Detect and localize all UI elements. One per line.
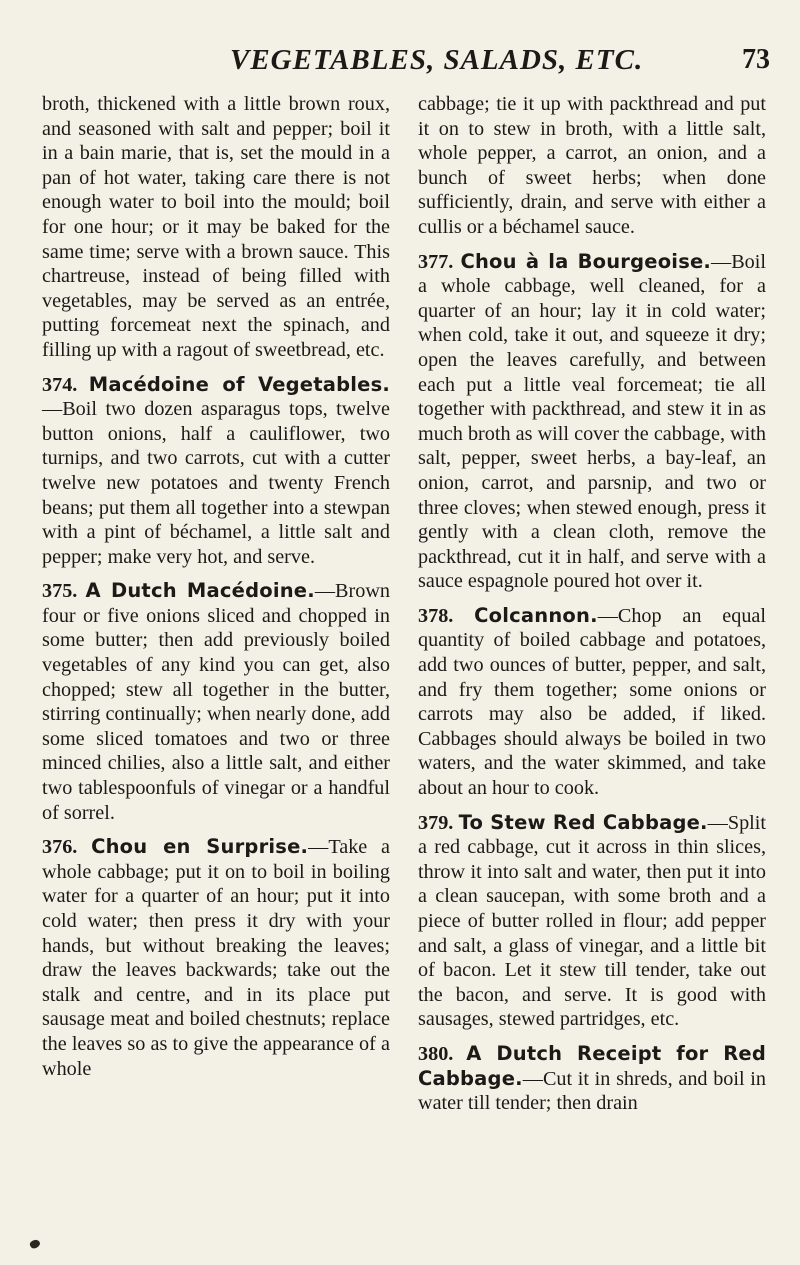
recipe-body: —Chop an equal quantity of boiled cabbage and potatoes, add two ounces of butter, pepper, and salt, and fry them together; some onions or carrots may also be added, if liked. Cabbages should always be boiled in two waters, and the water skimmed, and take about an hour to cook.	[418, 604, 766, 800]
recipe-title: Macédoine of Vegetables.	[88, 372, 390, 396]
recipe-body: —Boil two dozen asparagus tops, twelve button onions, half a cauliflower, two turnips, and two carrots, cut with a cutter twelve new potatoes and twenty French beans; put them all together into a stewpan with a pint of béchamel, a little salt and pepper; make very hot, and serve.	[42, 398, 390, 568]
continued-paragraph: broth, thickened with a little brown roux, and seasoned with salt and pepper; boil it in a bain marie, that is, set the mould in a pan of hot water, taking care there is not enough water to boil into the mould; boil for one hour; or it may be baked for the same time; serve with a brown sauce. This chartreuse, instead of being filled with vegetables, may be served as an entrée, putting forcemeat next the spinach, and filling up with a ragout of sweetbread, etc.	[42, 93, 390, 361]
page-header	[30, 44, 770, 84]
ink-blot-mark	[29, 1238, 42, 1250]
recipe-number: 374.	[42, 373, 78, 396]
recipe-body: —Boil a whole cabbage, well cleaned, for a quarter of an hour; lay it in cold water; when cold, take it out, and squeeze it dry; open the leaves carefully, and between each put a little veal forcemeat; tie all together with packthread, and stew it in as much broth as will cover the cabbage, with salt, pepper, sweet herbs, a bay-leaf, an onion, carrot, and parsnip, and two or three cloves; when stewed enough, press it gently with a clean cloth, remove the packthread, cut it in half, and serve with a sauce espagnole poured hot over it.	[418, 250, 766, 593]
recipe-body: —Split a red cabbage, cut it across in thin slices, throw it into salt and water, then put it into a clean saucepan, with some broth and a piece of butter rolled in flour; add pepper and salt, a glass of vinegar, and a little bit of bacon. Let it stew till tender, take out the bacon, and serve. It is good with sausages, stewed partridges, etc.	[418, 811, 766, 1031]
recipe-379	[418, 811, 766, 1032]
recipe-title: Chou à la Bourgeoise.	[460, 249, 712, 273]
recipe-377	[418, 250, 766, 594]
recipe-number: 376.	[42, 836, 78, 859]
recipe-378	[418, 604, 766, 801]
recipe-number: 380.	[418, 1042, 454, 1065]
recipe-374	[42, 373, 390, 570]
recipe-title: Chou en Surprise.	[91, 835, 309, 859]
recipe-number: 377.	[418, 250, 454, 273]
right-column	[418, 92, 766, 1116]
recipe-title: To Stew Red Cabbage.	[458, 810, 708, 834]
recipe-375	[42, 579, 390, 825]
recipe-380	[418, 1042, 766, 1116]
recipe-number: 378.	[418, 604, 454, 627]
left-column	[42, 92, 390, 1081]
recipe-number: 375.	[42, 580, 78, 603]
recipe-title: A Dutch Macédoine.	[85, 579, 315, 603]
page-number: 73	[742, 44, 770, 75]
recipe-title: Colcannon.	[474, 603, 598, 627]
recipe-title: A Dutch Receipt for Red Cabbage.	[418, 1041, 766, 1090]
continued-paragraph: cabbage; tie it up with packthread and put it on to stew in broth, with a little salt, whole pepper, a carrot, an onion, and a bunch of sweet herbs; when done sufficiently, drain, and serve with either a cullis or a béchamel sauce.	[418, 93, 766, 238]
recipe-body: —Take a whole cabbage; put it on to boil in boiling water for a quarter of an hour; put it into cold water; then press it dry with your hands, but without breaking the leaves; draw the leaves backwards; take out the stalk and centre, and in its place put sausage meat and boiled chestnuts; replace the leaves so as to give the appearance of a whole	[42, 836, 390, 1080]
recipe-376	[42, 835, 390, 1081]
recipe-body: —Brown four or five onions sliced and chopped in some butter; then add previously boiled vegetables of any kind you can get, also chopped; stew all together in the butter, stirring continually; when nearly done, add some sliced tomatoes and two or three minced chilies, also a little salt, and either two tablespoonfuls of vinegar or a handful of sorrel.	[42, 580, 390, 824]
running-title: VEGETABLES, SALADS, ETC.	[230, 44, 644, 76]
recipe-body: —Cut it in shreds, and boil in water till tender; then drain	[418, 1067, 766, 1115]
recipe-number: 379.	[418, 811, 454, 834]
